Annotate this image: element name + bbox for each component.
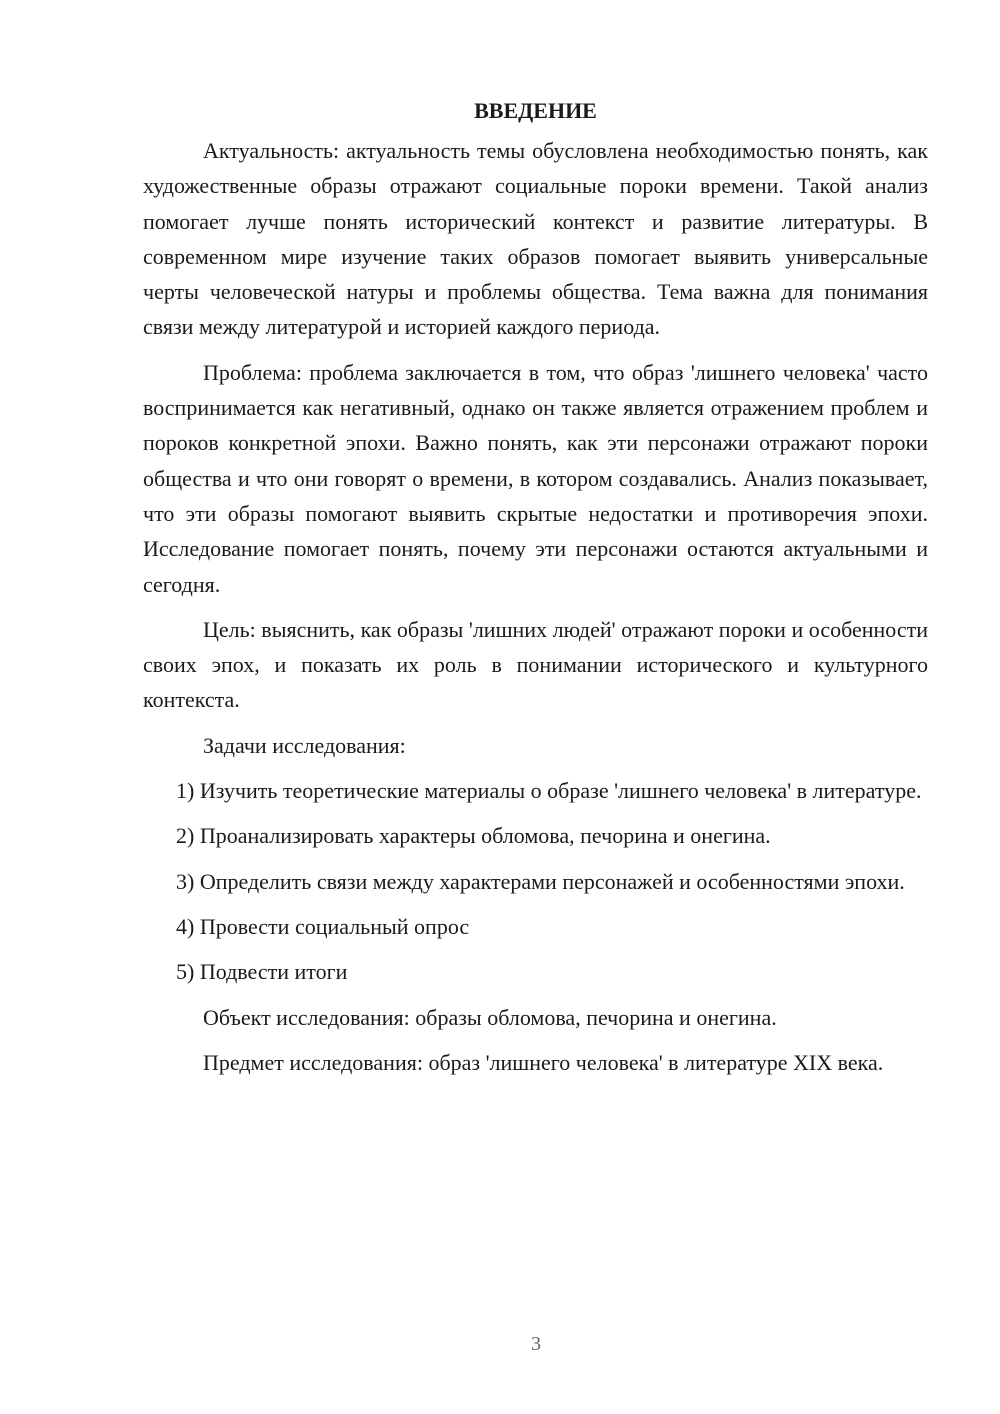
document-page xyxy=(143,93,928,1080)
task-item-5: 5) Подвести итоги xyxy=(176,959,348,985)
task-item-4: 4) Провести социальный опрос xyxy=(176,913,470,939)
problem-paragraph: Проблема: проблема заключается в том, что образ 'лишнего человека' часто воспринимается как негативный, однако он также является отражением проблем и пороков конкретной эпохи. Важно понять, как эти персонажи отражают пороки общества и что они говорят о времени, в котором создавались. Анализ показывает, что эти образы помогают выявить скрытые недостатки и противоречия эпохи. Исследование помогает понять, почему эти персонажи остаются актуальными и сегодня. xyxy=(143,359,928,597)
subject-paragraph: Предмет исследования: образ 'лишнего человека' в литературе XIX века. xyxy=(203,1049,884,1075)
task-item-2: 2) Проанализировать характеры обломова, печорина и онегина. xyxy=(176,823,771,849)
object-paragraph: Объект исследования: образы обломова, печорина и онегина. xyxy=(203,1004,777,1030)
task-item-1: 1) Изучить теоретические материалы о образе 'лишнего человека' в литературе. xyxy=(176,778,922,804)
task-item-3: 3) Определить связи между характерами персонажей и особенностями эпохи. xyxy=(176,868,905,894)
page-title: ВВЕДЕНИЕ xyxy=(474,98,597,123)
tasks-heading: Задачи исследования: xyxy=(203,732,406,758)
relevance-paragraph: Актуальность: актуальность темы обусловлена необходимостью понять, как художественные образы отражают социальные пороки времени. Такой анализ помогает лучше понять исторический контекст и развитие литературы. В современном мире изучение таких образов помогает выявить универсальные черты человеческой натуры и проблемы общества. Тема важна для понимания связи между литературой и историей каждого периода. xyxy=(143,138,928,340)
goal-paragraph: Цель: выяснить, как образы 'лишних людей' отражают пороки и особенности своих эпох, и показать их роль в понимании исторического и культурного контекста. xyxy=(143,616,928,713)
page-number: 3 xyxy=(531,1333,541,1355)
